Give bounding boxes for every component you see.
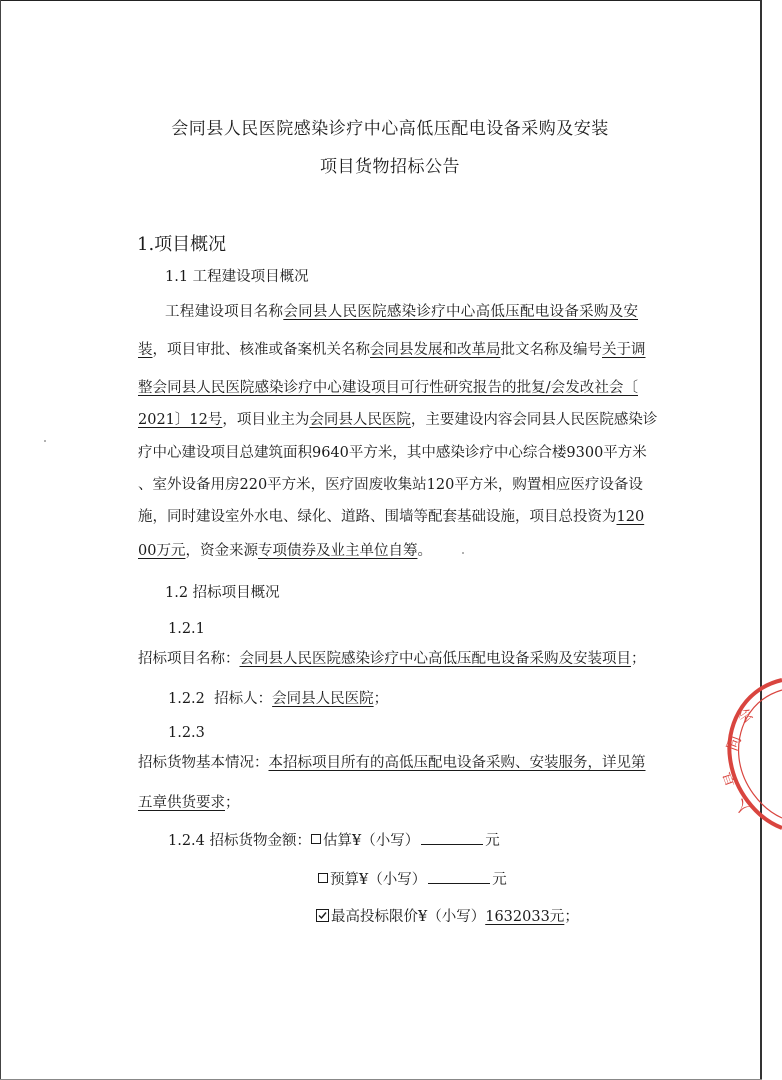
- section-heading: 1.项目概况: [137, 234, 227, 255]
- paragraph-text: 批文名称及编号: [500, 342, 602, 358]
- estimate-label: 估算¥（小写）: [323, 833, 420, 849]
- paragraph-text: 工程建设项目名称: [165, 304, 284, 320]
- item-1-2-1-end: ；: [631, 651, 646, 667]
- item-1-2-3-line1: [138, 753, 646, 773]
- document-title-line1: 会同县人民医院感染诊疗中心高低压配电设备采购及安装: [171, 119, 609, 139]
- item-1-2-4-number: 1.2.4: [168, 833, 205, 849]
- paragraph-text: ，资金来源: [185, 543, 258, 559]
- estimate-blank: [421, 830, 483, 845]
- underlined-field-value: 00万元: [138, 543, 186, 559]
- paragraph-line: [138, 378, 638, 398]
- subsection-heading-1-2: 1.2 招标项目概况: [165, 585, 280, 601]
- paragraph-line: [138, 410, 658, 430]
- item-1-2-3-number: 1.2.3: [168, 725, 205, 741]
- item-1-2-3-end: ；: [225, 795, 240, 811]
- underlined-field-value: 会同县发展和改革局: [370, 342, 501, 358]
- scan-speck: [462, 552, 464, 554]
- max-price-label: 最高投标限价¥（小写）: [331, 909, 486, 925]
- paragraph-line: [165, 302, 638, 322]
- scan-border-top: [0, 0, 762, 1]
- underlined-field-value: 2021〕12号: [138, 412, 223, 428]
- subsection-heading-1-1: 1.1 工程建设项目概况: [165, 269, 309, 285]
- item-1-2-2-label: 招标人：: [214, 691, 273, 707]
- item-1-2-2-number: 1.2.2: [168, 691, 205, 707]
- item-1-2-4-estimate-row: [168, 830, 500, 851]
- paragraph-text: 、室外设备用房220平方米，医疗固废收集站120平方米，购置相应医疗设备设: [138, 477, 643, 493]
- budget-blank: [428, 869, 490, 884]
- budget-row: [318, 869, 507, 890]
- budget-label: 预算¥（小写）: [330, 872, 427, 888]
- svg-text:会: 会: [733, 703, 757, 728]
- paragraph-line: [138, 541, 432, 561]
- item-1-2-3-line2: [138, 793, 240, 813]
- item-1-2-2-value: 会同县人民医院: [272, 691, 374, 707]
- paragraph-line: [138, 507, 645, 527]
- budget-checkbox: [318, 873, 328, 883]
- max-price-value: 1632033元: [485, 909, 565, 925]
- paragraph-line: [138, 340, 646, 360]
- paragraph-text: ，项目业主为: [222, 412, 310, 428]
- svg-text:人: 人: [731, 795, 755, 819]
- estimate-checkbox: [311, 834, 321, 844]
- paragraph-text: 。: [417, 543, 432, 559]
- max-price-row: [316, 907, 579, 927]
- underlined-field-value: 专项债券及业主单位自筹: [257, 543, 418, 559]
- paragraph-text: 疗中心建设项目总建筑面积9640平方米，其中感染诊疗中心综合楼9300平方米: [138, 445, 647, 461]
- svg-text:同: 同: [722, 733, 745, 754]
- item-1-2-1: [138, 649, 646, 669]
- underlined-field-value: 120: [616, 509, 645, 525]
- check-icon: [317, 910, 328, 921]
- paragraph-line: [138, 475, 643, 495]
- red-seal-stamp: [719, 672, 782, 832]
- item-1-2-1-value: 会同县人民医院感染诊疗中心高低压配电设备采购及安装项目: [239, 651, 631, 667]
- document-title-line2: 项目货物招标公告: [320, 157, 460, 177]
- scan-speck: [44, 440, 46, 442]
- max-price-end: ；: [564, 909, 579, 925]
- item-1-2-1-number: 1.2.1: [168, 621, 205, 637]
- paragraph-text: ，项目审批、核准或备案机关名称: [152, 342, 370, 358]
- underlined-field-value: 会同县人民医院: [309, 412, 411, 428]
- item-1-2-2-end: ；: [373, 691, 389, 707]
- item-1-2-3-value-line2: 五章供货要求: [138, 795, 225, 811]
- paragraph-text: 施，同时建设室外水电、绿化、道路、围墙等配套基础设施，项目总投资为: [138, 509, 617, 525]
- budget-unit: 元: [492, 872, 507, 888]
- paragraph-line: [138, 443, 647, 463]
- underlined-field-value: 会同县人民医院感染诊疗中心高低压配电设备采购及安: [283, 304, 639, 320]
- item-1-2-4-label: 招标货物金额：: [209, 833, 312, 849]
- item-1-2-1-label: 招标项目名称：: [138, 651, 240, 667]
- paragraph-text: ，主要建设内容会同县人民医院感染诊: [410, 412, 658, 428]
- item-1-2-3-value-line1: 本招标项目所有的高低压配电设备采购、安装服务，详见第: [268, 755, 646, 771]
- item-1-2-2: [168, 689, 388, 709]
- underlined-field-value: 关于调: [602, 342, 646, 358]
- estimate-unit: 元: [485, 833, 500, 849]
- svg-text:县: 县: [719, 768, 742, 789]
- item-1-2-3-label: 招标货物基本情况：: [138, 755, 269, 771]
- underlined-field-value: 整会同县人民医院感染诊疗中心建设项目可行性研究报告的批复/会发改社会〔: [138, 380, 638, 396]
- max-price-checkbox-checked: [316, 909, 329, 922]
- underlined-field-value: 装: [138, 342, 153, 358]
